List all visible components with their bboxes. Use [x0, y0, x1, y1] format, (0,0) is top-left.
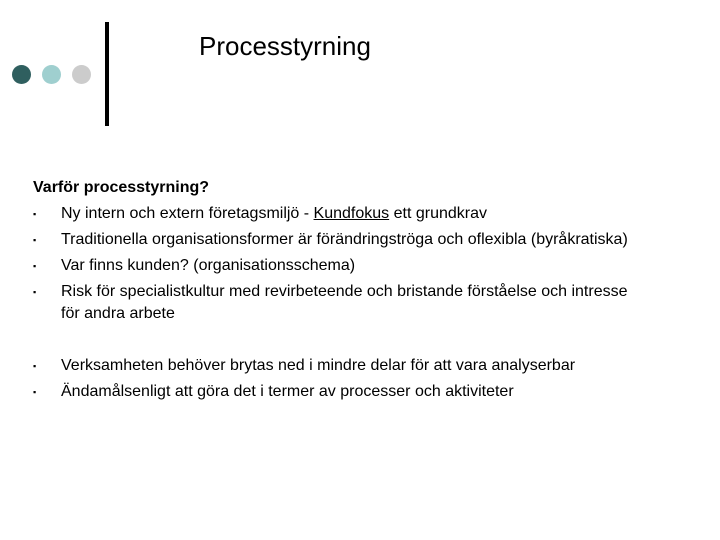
list-item — [33, 379, 703, 405]
bullet-list-2 — [33, 353, 703, 405]
bullet-icon: ▪ — [33, 361, 37, 371]
bullet-text: ett grundkrav — [389, 205, 487, 222]
bullet-icon: ▪ — [33, 235, 37, 245]
slide-body — [33, 175, 703, 405]
bullet-icon: ▪ — [33, 387, 37, 397]
bullet-text: Var finns kunden? (organisationsschema) — [61, 257, 356, 274]
bullet-text: Risk för specialistkultur med revirbeteende och bristande förståelse och intresse — [61, 283, 628, 300]
bullet-text: Ändamålsenligt att göra det i termer av processer och aktiviteter — [61, 383, 514, 400]
underlined-text: Kundfokus — [313, 205, 390, 222]
bullet-text-continuation: för andra arbete — [61, 305, 175, 322]
list-item — [33, 253, 703, 279]
slide-title: Processtyrning — [199, 31, 371, 61]
list-item — [33, 279, 703, 325]
bullet-list-1 — [33, 201, 703, 325]
bullet-icon: ▪ — [33, 261, 37, 271]
list-item — [33, 353, 703, 379]
bullet-icon: ▪ — [33, 209, 37, 219]
decorative-dot-light — [42, 65, 61, 84]
list-item — [33, 227, 703, 253]
bullet-text: Ny intern och extern företagsmiljö - — [61, 205, 314, 222]
body-heading: Varför processtyrning? — [33, 179, 210, 196]
bullet-text: Verksamheten behöver brytas ned i mindre delar för att vara analyserbar — [61, 357, 576, 374]
title-divider-line — [105, 22, 109, 126]
bullet-text: Traditionella organisationsformer är förändringströga och oflexibla (byråkratiska) — [61, 231, 628, 248]
decorative-dot-dark — [12, 65, 31, 84]
bullet-icon: ▪ — [33, 287, 37, 297]
list-item — [33, 201, 703, 227]
decorative-dot-gray — [72, 65, 91, 84]
